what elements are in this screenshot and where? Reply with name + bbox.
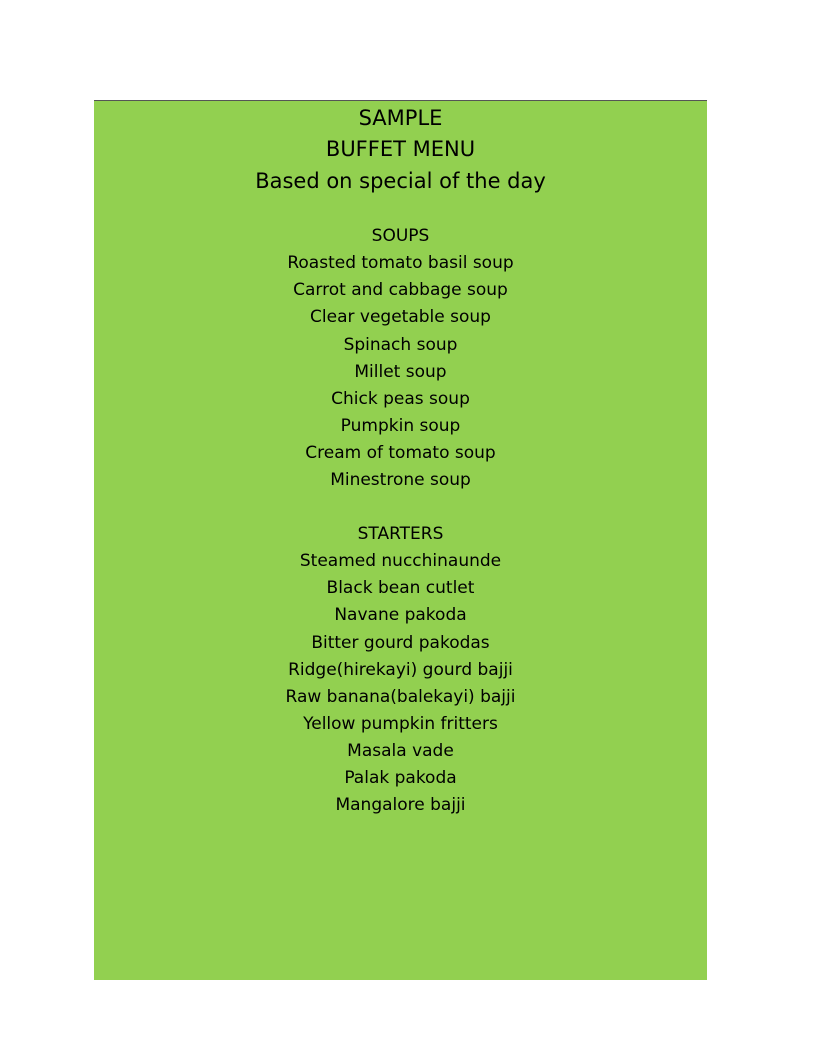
soup-item: Carrot and cabbage soup — [293, 280, 508, 300]
starter-item: Steamed nucchinaunde — [299, 551, 502, 571]
section-heading-starters: STARTERS — [357, 524, 444, 544]
soup-item: Minestrone soup — [330, 470, 471, 490]
starter-item: Ridge(hirekayi) gourd bajji — [288, 660, 513, 680]
menu-panel — [94, 100, 707, 980]
soup-item: Millet soup — [354, 362, 447, 382]
starter-item: Yellow pumpkin fritters — [303, 714, 498, 734]
soup-item: Pumpkin soup — [340, 416, 461, 436]
soup-item: Clear vegetable soup — [310, 307, 491, 327]
soup-item: Roasted tomato basil soup — [287, 253, 514, 273]
menu-subtitle: Based on special of the day — [255, 169, 546, 193]
soup-item: Spinach soup — [343, 335, 458, 355]
starter-item: Bitter gourd pakodas — [311, 633, 490, 653]
menu-title-buffet: BUFFET MENU — [325, 137, 476, 161]
starter-item: Navane pakoda — [334, 605, 467, 625]
menu-title-sample: SAMPLE — [358, 106, 443, 130]
soup-item: Cream of tomato soup — [305, 443, 496, 463]
starter-item: Masala vade — [347, 741, 454, 761]
section-heading-soups: SOUPS — [371, 226, 430, 246]
soup-item: Chick peas soup — [331, 389, 470, 409]
starter-item: Black bean cutlet — [326, 578, 475, 598]
starter-item: Raw banana(balekayi) bajji — [285, 687, 516, 707]
starter-item: Mangalore bajji — [335, 795, 466, 815]
starter-item: Palak pakoda — [344, 768, 457, 788]
